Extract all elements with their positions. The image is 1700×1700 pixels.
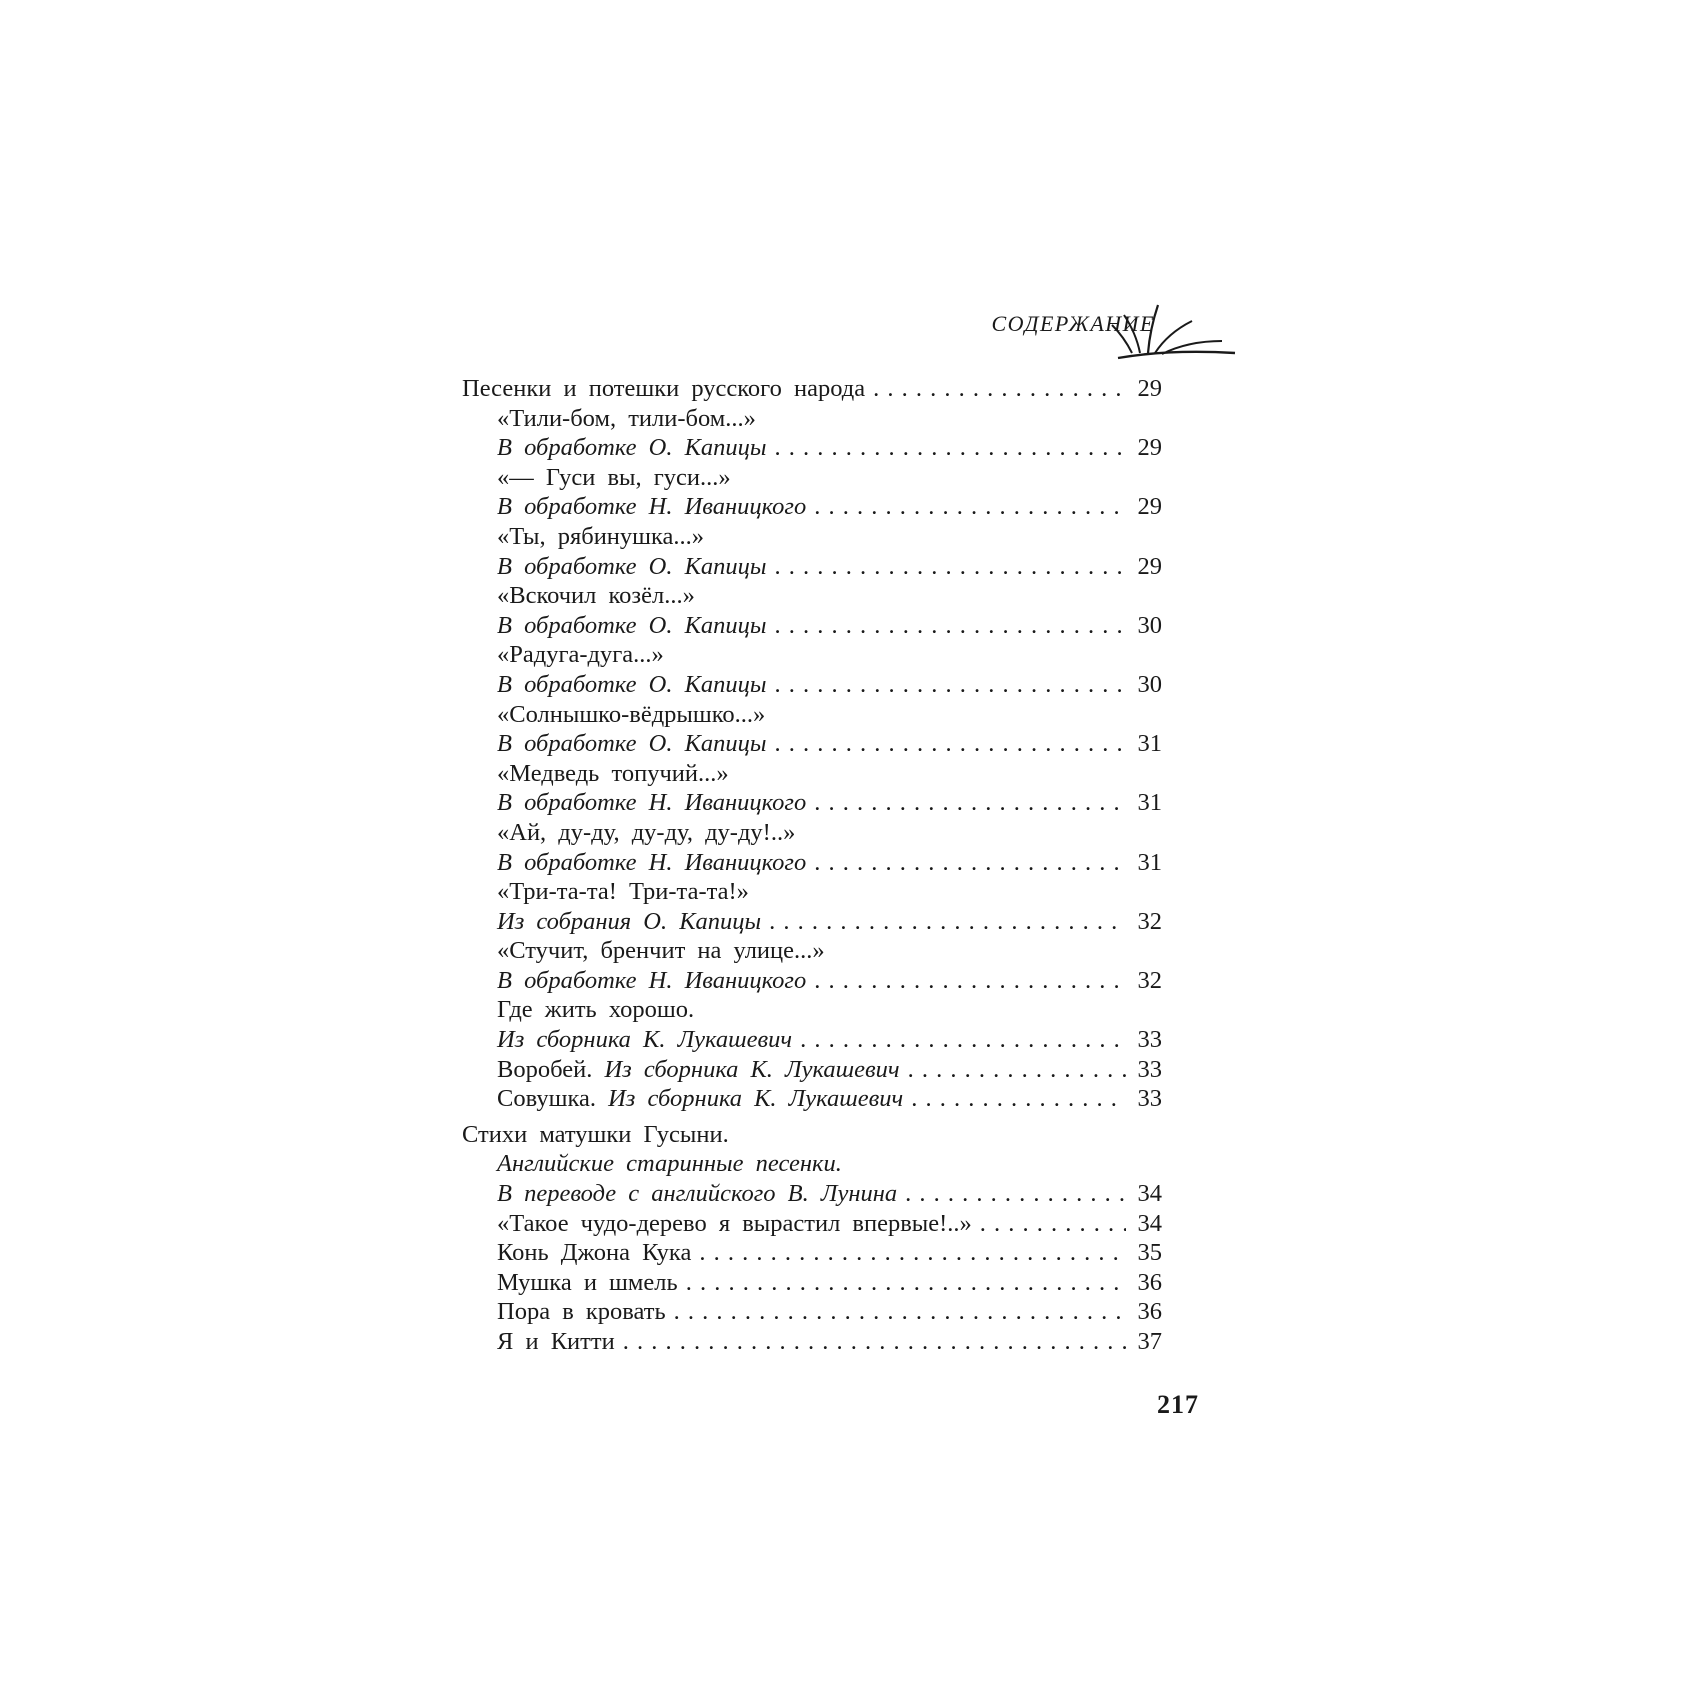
toc-entry-page: 33	[1137, 1085, 1162, 1113]
toc-entry	[462, 936, 1162, 966]
dot-leader	[905, 1179, 1126, 1209]
toc-entry-title: «Тили-бом, тили-бом...»	[497, 404, 756, 432]
toc-entry-page: 32	[1137, 907, 1162, 935]
toc-entry-page: 34	[1137, 1209, 1162, 1237]
toc-entry-title: Английские старинные песенки.	[497, 1150, 842, 1178]
toc-entry-title: В обработке Н. Иваницкого	[497, 848, 807, 876]
toc-entry	[462, 433, 1162, 463]
toc-entry-title: «Ты, рябинушка...»	[497, 522, 705, 550]
toc-entry-page: 36	[1137, 1298, 1162, 1326]
toc-entry-page: 37	[1137, 1328, 1162, 1355]
toc-entry	[462, 522, 1162, 552]
toc-entry	[462, 404, 1162, 434]
toc-entry-title-part: Совушка.	[497, 1085, 609, 1113]
toc-entry-title: «Медведь топучий...»	[497, 759, 729, 787]
toc-entry-title-part: Воробей.	[497, 1055, 605, 1083]
toc-entry-title: «Радуга-дуга...»	[497, 641, 664, 669]
toc-entry	[462, 966, 1162, 996]
toc-entry-page: 29	[1137, 375, 1162, 402]
toc-entry-page: 33	[1137, 1055, 1162, 1083]
toc-entry	[462, 552, 1162, 582]
dot-leader	[623, 1327, 1126, 1357]
toc-entry-page: 31	[1137, 848, 1162, 876]
dot-leader	[769, 907, 1126, 937]
toc-entry	[462, 611, 1162, 641]
toc-entry-page: 30	[1137, 670, 1162, 698]
toc-entry-page: 29	[1137, 493, 1162, 521]
toc-entry-title	[497, 1055, 900, 1085]
toc-entry-title: В обработке Н. Иваницкого	[497, 966, 807, 994]
toc-entry-page: 33	[1137, 1026, 1162, 1054]
toc-entry	[462, 1025, 1162, 1055]
toc-entry-title: Из собрания О. Капицы	[497, 907, 762, 935]
dot-leader	[911, 1084, 1126, 1114]
toc-entry-page: 31	[1137, 730, 1162, 758]
toc-entry	[462, 1327, 1162, 1357]
dot-leader	[774, 611, 1126, 641]
toc-entry	[462, 1238, 1162, 1268]
toc-entry	[462, 700, 1162, 730]
toc-entry-page: 32	[1137, 966, 1162, 994]
toc-entry	[462, 1209, 1162, 1239]
dot-leader	[674, 1297, 1126, 1327]
toc-entry-title: «Вскочил козёл...»	[497, 582, 695, 610]
toc-entry-page: 34	[1137, 1180, 1162, 1208]
toc-entry-page: 29	[1137, 434, 1162, 462]
dot-leader	[814, 492, 1126, 522]
toc-entry-title: В обработке О. Капицы	[497, 670, 767, 698]
header-title: СОДЕРЖАНИЕ	[991, 311, 1155, 336]
toc-entry	[462, 640, 1162, 670]
toc-entry-title	[497, 1084, 903, 1114]
toc-entry-title: В обработке О. Капицы	[497, 434, 767, 462]
dot-leader	[814, 848, 1126, 878]
toc-entry	[462, 670, 1162, 700]
toc-entry-page: 35	[1137, 1239, 1162, 1267]
dot-leader	[800, 1025, 1126, 1055]
toc-entry-title: Песенки и потешки русского народа	[462, 375, 866, 402]
toc-entry	[462, 463, 1162, 493]
toc-entry	[462, 1120, 1162, 1150]
toc-entry	[462, 818, 1162, 848]
toc-entry	[462, 1268, 1162, 1298]
dot-leader	[774, 433, 1126, 463]
toc-entry	[462, 1179, 1162, 1209]
toc-entry-title: В обработке О. Капицы	[497, 552, 767, 580]
toc-entry-title: «— Гуси вы, гуси...»	[497, 463, 731, 491]
dot-leader	[774, 670, 1126, 700]
toc-entry	[462, 1055, 1162, 1085]
toc-entry-title: Пора в кровать	[497, 1298, 666, 1326]
toc-entry	[462, 759, 1162, 789]
toc-entry	[462, 877, 1162, 907]
toc-entry-page: 31	[1137, 789, 1162, 817]
toc-entry-title: В обработке Н. Иваницкого	[497, 493, 807, 521]
toc-entry-title: В обработке Н. Иваницкого	[497, 789, 807, 817]
grass-ornament-icon	[1110, 303, 1240, 363]
toc-entry-page: 29	[1137, 552, 1162, 580]
toc-entry	[462, 729, 1162, 759]
dot-leader	[908, 1055, 1126, 1085]
toc-entry-title: В переводе с английского В. Лунина	[497, 1180, 898, 1208]
toc-entry	[462, 374, 1162, 404]
running-header	[985, 303, 1245, 363]
toc-entry-title: Где жить хорошо.	[497, 996, 695, 1024]
dot-leader	[814, 966, 1126, 996]
toc-entry-title: «Такое чудо-дерево я вырастил впервые!..»	[497, 1209, 972, 1237]
toc-section	[462, 374, 1162, 1114]
toc-entry	[462, 907, 1162, 937]
toc-entry	[462, 995, 1162, 1025]
toc-entry-title: «Ай, ду-ду, ду-ду, ду-ду!..»	[497, 818, 796, 846]
toc-entry-page: 36	[1137, 1268, 1162, 1296]
dot-leader	[699, 1238, 1126, 1268]
toc-entry	[462, 1297, 1162, 1327]
toc-entry	[462, 581, 1162, 611]
toc-entry-title: Конь Джона Кука	[497, 1239, 692, 1267]
toc-entry-title: Из сборника К. Лукашевич	[497, 1026, 793, 1054]
toc-entry-title: «Солнышко-вёдрышко...»	[497, 700, 766, 728]
dot-leader	[980, 1209, 1126, 1239]
toc-entry-title: Я и Китти	[497, 1328, 615, 1355]
toc-entry-title-part: Из сборника К. Лукашевич	[604, 1055, 900, 1083]
table-of-contents	[462, 374, 1162, 1357]
dot-leader	[774, 729, 1126, 759]
toc-entry-page: 30	[1137, 611, 1162, 639]
dot-leader	[873, 374, 1126, 404]
toc-entry-title: Мушка и шмель	[497, 1268, 678, 1296]
toc-entry-title: «Стучит, бренчит на улице...»	[497, 937, 825, 965]
dot-leader	[774, 552, 1126, 582]
toc-entry-title: «Три-та-та! Три-та-та!»	[497, 878, 749, 906]
toc-section	[462, 1120, 1162, 1357]
toc-entry	[462, 492, 1162, 522]
toc-entry-title: В обработке О. Капицы	[497, 611, 767, 639]
toc-entry	[462, 848, 1162, 878]
toc-entry	[462, 788, 1162, 818]
toc-entry	[462, 1084, 1162, 1114]
toc-entry-title: Стихи матушки Гусыни.	[462, 1120, 729, 1148]
dot-leader	[814, 788, 1126, 818]
toc-entry	[462, 1149, 1162, 1179]
dot-leader	[686, 1268, 1126, 1298]
page-number: 217	[1157, 1390, 1199, 1419]
toc-entry-title-part: Из сборника К. Лукашевич	[608, 1085, 904, 1113]
toc-entry-title: В обработке О. Капицы	[497, 730, 767, 758]
